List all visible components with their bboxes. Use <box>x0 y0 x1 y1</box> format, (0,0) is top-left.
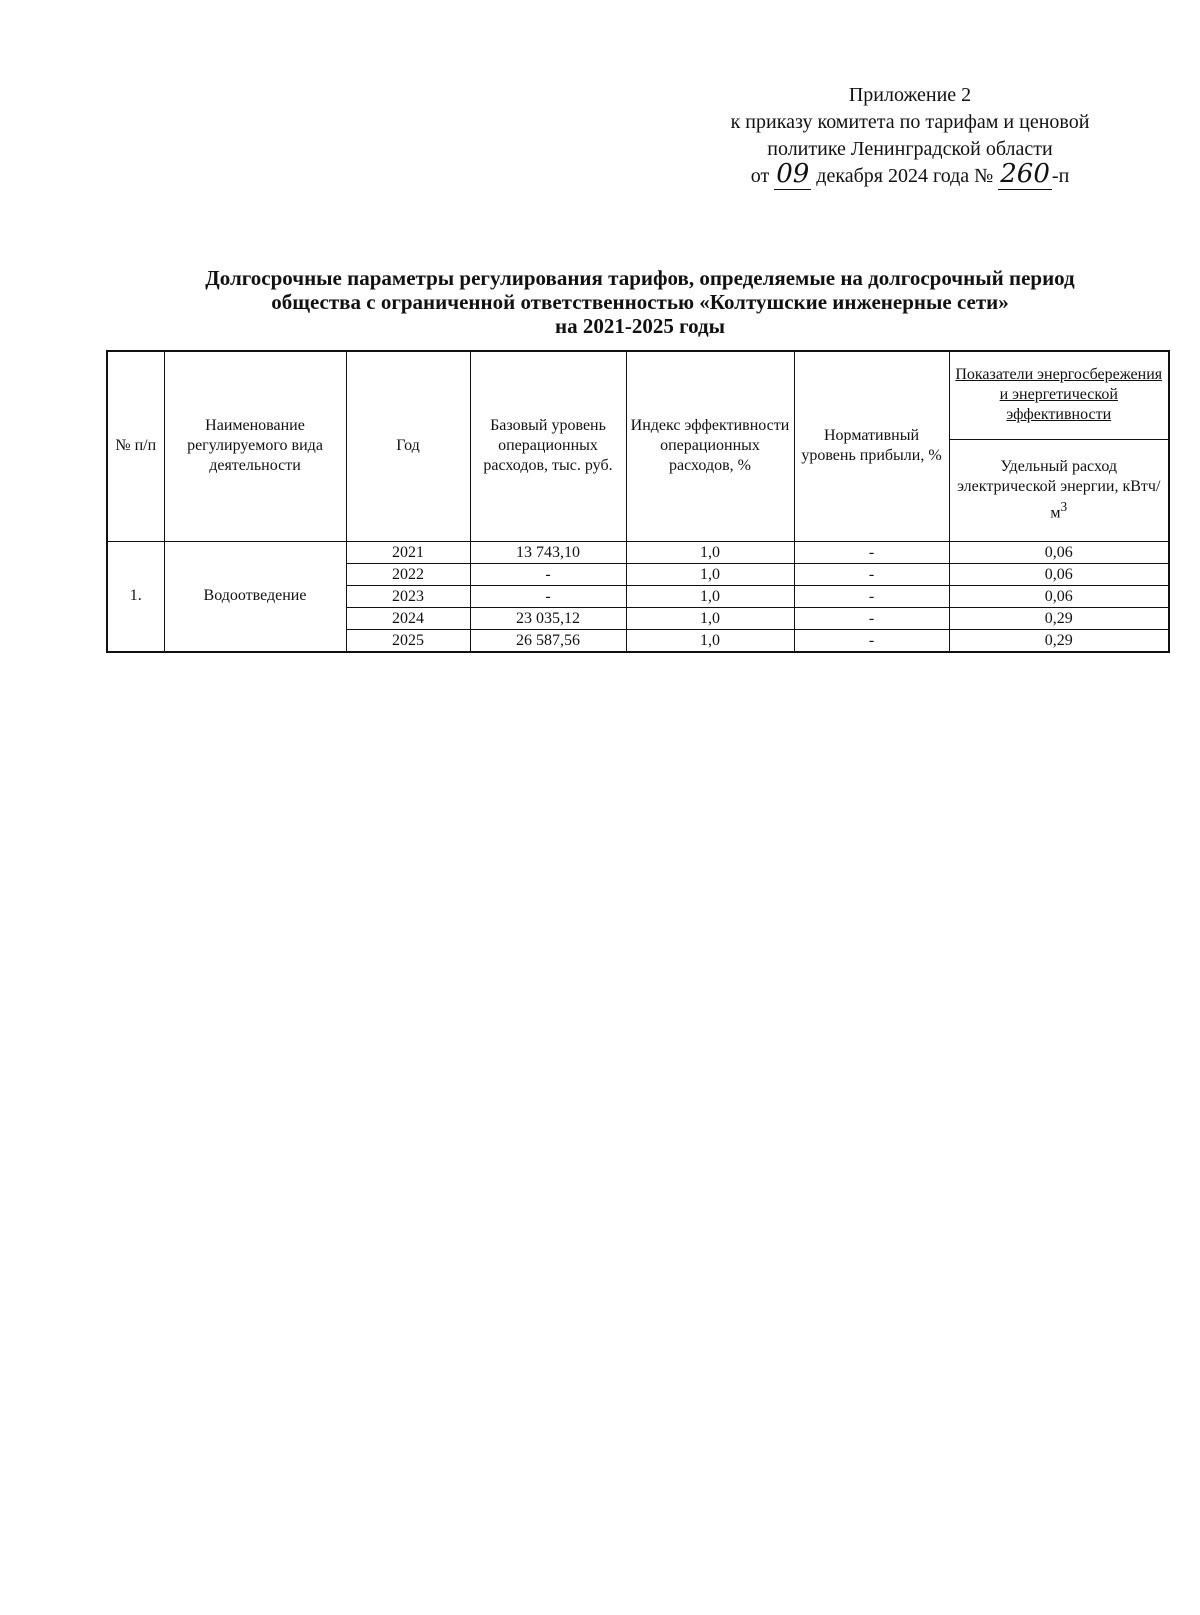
appendix-block <box>650 82 1170 190</box>
cell-efficiency-index: 1,0 <box>626 541 794 563</box>
cell-profit-level: - <box>794 541 949 563</box>
cell-year: 2021 <box>346 541 470 563</box>
cell-year: 2022 <box>346 563 470 585</box>
appendix-line-order: к приказу комитета по тарифам и ценовой <box>730 111 1090 133</box>
header-num: № п/п <box>107 351 164 541</box>
group-num: 1. <box>107 541 164 652</box>
title-line-1: Долгосрочные параметры регулирования тарифов, определяемые на долгосрочный период <box>205 266 1075 290</box>
date-prefix: от <box>750 165 770 187</box>
header-activity: Наименование регулируемого вида деятельности <box>164 351 346 541</box>
cell-year: 2023 <box>346 585 470 607</box>
header-energy-sub-text: Удельный расход электрической энергии, кВтч/м <box>957 457 1161 522</box>
cell-energy: 0,06 <box>949 585 1169 607</box>
cell-efficiency-index: 1,0 <box>626 585 794 607</box>
cell-profit-level: - <box>794 585 949 607</box>
cell-energy: 0,29 <box>949 629 1169 652</box>
header-profit-level: Нормативный уровень прибыли, % <box>794 351 949 541</box>
cell-efficiency-index: 1,0 <box>626 563 794 585</box>
cell-base-level: - <box>470 563 626 585</box>
header-energy-group <box>949 351 1169 439</box>
header-energy-sub-sup: 3 <box>1060 498 1068 514</box>
cell-year: 2025 <box>346 629 470 652</box>
title-line-2: общества с ограниченной ответственностью «Колтушские инженерные сети» <box>271 290 1009 314</box>
cell-energy: 0,06 <box>949 541 1169 563</box>
cell-efficiency-index: 1,0 <box>626 607 794 629</box>
cell-base-level: 13 743,10 <box>470 541 626 563</box>
group-activity: Водоотведение <box>164 541 346 652</box>
cell-profit-level: - <box>794 607 949 629</box>
header-energy-sub <box>949 439 1169 541</box>
cell-profit-level: - <box>794 629 949 652</box>
handwritten-day: 09 <box>776 159 810 189</box>
order-suffix: -п <box>1051 165 1070 187</box>
cell-profit-level: - <box>794 563 949 585</box>
header-efficiency-index: Индекс эффективности операционных расходов, % <box>626 351 794 541</box>
title-line-3: на 2021-2025 годы <box>554 314 726 338</box>
header-base-level: Базовый уровень операционных расходов, тыс. руб. <box>470 351 626 541</box>
appendix-date-line <box>650 159 1170 190</box>
tariff-parameters-table <box>106 350 1170 653</box>
cell-energy: 0,29 <box>949 607 1169 629</box>
cell-base-level: 23 035,12 <box>470 607 626 629</box>
table-row <box>107 541 1169 563</box>
appendix-title: Приложение 2 <box>848 84 972 106</box>
date-rest: декабря 2024 года № <box>816 165 994 187</box>
cell-base-level: 26 587,56 <box>470 629 626 652</box>
header-year: Год <box>346 351 470 541</box>
document-title <box>100 266 1180 338</box>
cell-base-level: - <box>470 585 626 607</box>
cell-energy: 0,06 <box>949 563 1169 585</box>
header-energy-group-text: Показатели энергосбережения и энергетической эффективности <box>955 366 1163 424</box>
cell-year: 2024 <box>346 607 470 629</box>
handwritten-order-number: 260 <box>1000 159 1050 189</box>
cell-efficiency-index: 1,0 <box>626 629 794 652</box>
appendix-line-region: политике Ленинградской области <box>767 138 1053 160</box>
